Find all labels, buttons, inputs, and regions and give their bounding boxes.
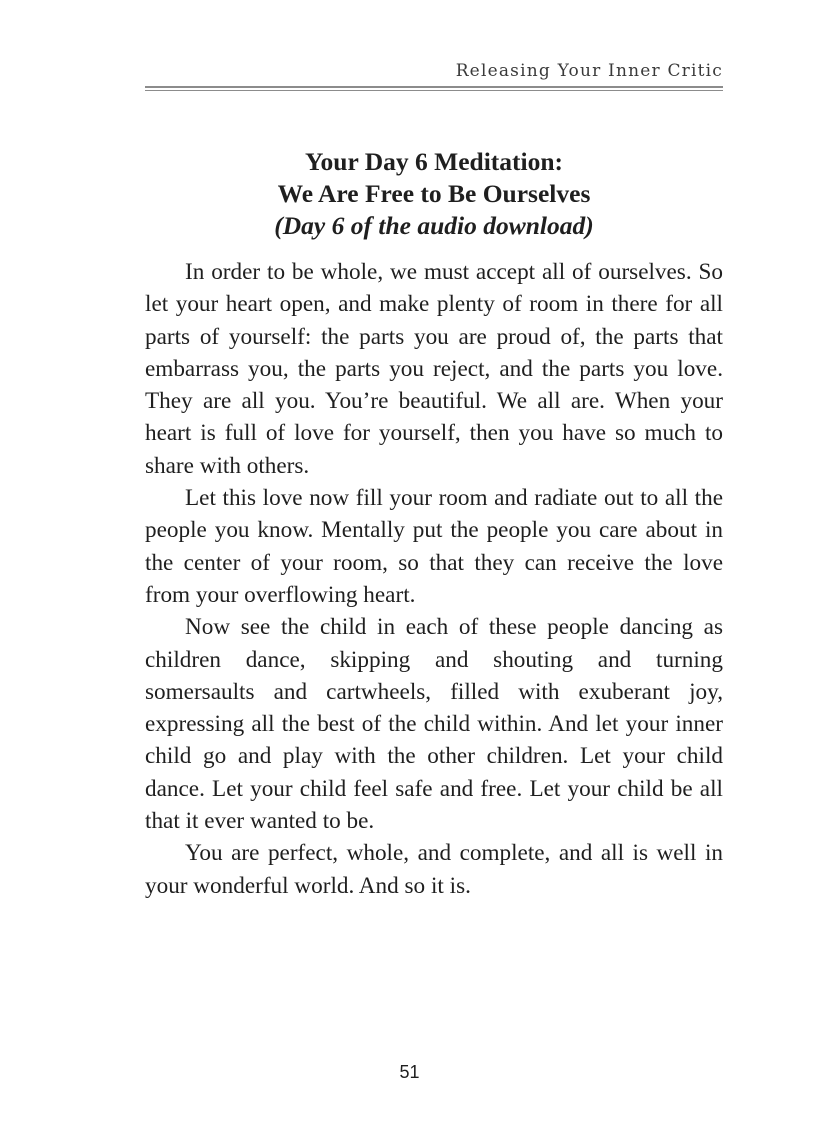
running-header-title: Releasing Your Inner Critic xyxy=(455,61,723,81)
header-rule-thin xyxy=(145,90,723,91)
paragraph: In order to be whole, we must accept all of ourselves. So let your heart open, and make plenty of room in there for all parts of yourself: the parts you are proud of, the parts that embarrass you, the parts you reject, and the parts you love. They are all you. You’re beautiful. We all are. When your heart is full of love for yourself, then you have so much to share with others. xyxy=(145,259,723,479)
section-subtitle: (Day 6 of the audio download) xyxy=(274,211,594,240)
section-title-line-1: Your Day 6 Meditation: xyxy=(304,147,564,176)
paragraph: Now see the child in each of these people dancing as children dance, skipping and shouting and turning somersaults and cartwheels, filled with exuberant joy, expressing all the best of the child within. And let your inner child go and play with the other children. Let your child dance. Let your child feel safe and free. Let your child be all that it ever wanted to be. xyxy=(145,614,723,835)
section-title-line-2: We Are Free to Be Ourselves xyxy=(277,179,591,208)
section-heading xyxy=(145,146,723,242)
page-number: 51 xyxy=(399,1062,420,1082)
body-text xyxy=(145,256,723,902)
paragraph: You are perfect, whole, and complete, and all is well in your wonderful world. And so it is. xyxy=(145,840,723,899)
header-rule-thick xyxy=(145,86,723,88)
paragraph: Let this love now fill your room and radiate out to all the people you know. Mentally put the people you care about in the center of your room, so that they can receive the love from your overflowing heart. xyxy=(145,485,723,608)
